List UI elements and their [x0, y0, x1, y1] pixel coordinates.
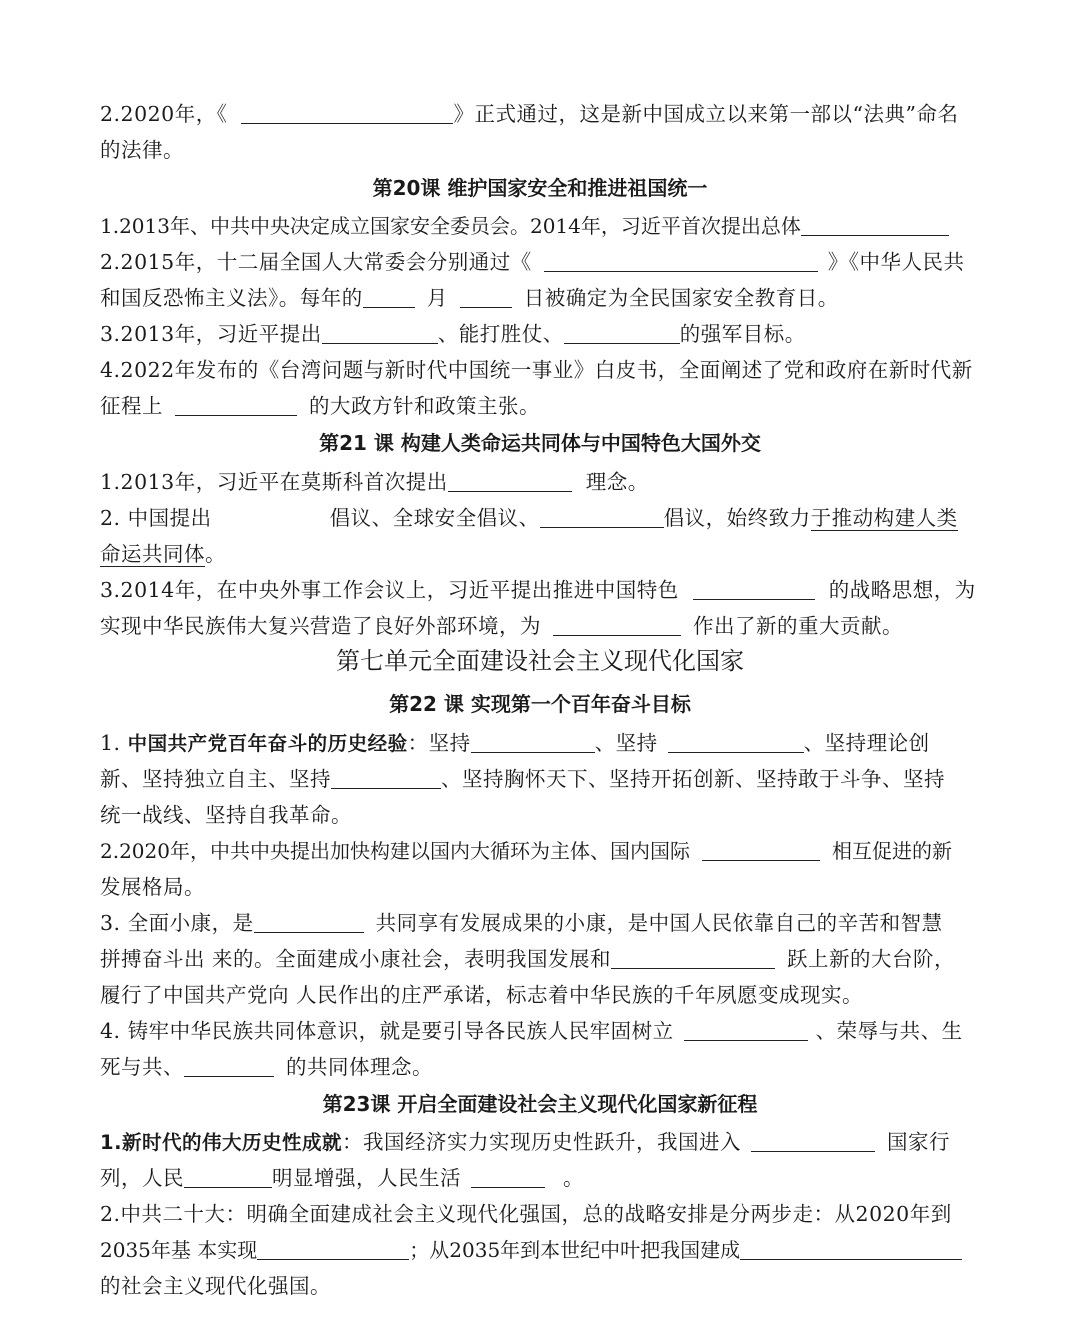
text-line: 4.2022年发布的《台湾问题与新时代中国统一事业》白皮书，全面阐述了党和政府在新时代新	[100, 358, 973, 382]
blank	[448, 467, 572, 492]
blank	[175, 391, 297, 416]
blank	[540, 503, 664, 528]
text-line: 2.2020年，《 》正式通过，这是新中国成立以来第一部以“法典”命名	[100, 96, 980, 132]
blank	[184, 1163, 272, 1188]
text-line: 2.2020年，中共中央提出加快构建以国内大循环为主体、国内国际 相互促进的新	[100, 833, 980, 869]
text-line: 和国反恐怖主义法》。每年的 月 日被确定为全民国家安全教育日。	[100, 280, 980, 316]
text-line: 新、坚持独立自主、坚持 、坚持胸怀天下、坚持开拓创新、坚持敢于斗争、坚持	[100, 761, 980, 797]
blank	[668, 728, 804, 753]
blank	[751, 1127, 875, 1152]
text-line: 实现中华民族伟大复兴营造了良好外部环境，为 作出了新的重大贡献。	[100, 608, 980, 644]
lesson-22-heading: 第22 课 实现第一个百年奋斗目标	[389, 692, 691, 716]
blank	[693, 575, 815, 600]
text-line: 1.2013年，习近平在莫斯科首次提出 理念。	[100, 464, 980, 500]
blank	[257, 1235, 409, 1260]
blank	[544, 247, 818, 272]
text-line: 征程上 的大政方针和政策主张。	[100, 388, 980, 424]
text-line: 发展格局。	[100, 875, 205, 899]
blank	[702, 836, 820, 861]
text-line: 履行了中国共产党向 人民作出的庄严承诺，标志着中华民族的千年夙愿变成现实。	[100, 983, 864, 1007]
text-line: 1. 中国共产党百年奋斗的历史经验：坚持 、坚持 、坚持理论创	[100, 725, 980, 761]
blank	[331, 764, 441, 789]
blank	[363, 283, 415, 308]
lesson-21-heading: 第21 课 构建人类命运共同体与中国特色大国外交	[319, 431, 761, 455]
text-line: 1.2013年、中共中央决定成立国家安全委员会。2014年，习近平首次提出总体	[100, 208, 980, 244]
blank	[740, 1235, 962, 1260]
text-line: 2.2015年，十二届全国人大常委会分别通过《 》《中华人民共	[100, 244, 980, 280]
unit-7-heading: 第七单元全面建设社会主义现代化国家	[336, 647, 744, 675]
blank	[471, 728, 595, 753]
text-line: 的社会主义现代化强国。	[100, 1274, 331, 1298]
text-line: 2.中共二十大：明确全面建成社会主义现代化强国，总的战略安排是分两步走：从2020年到	[100, 1202, 952, 1226]
text-line: 3.2014年，在中央外事工作会议上，习近平提出推进中国特色 的战略思想，为	[100, 572, 980, 608]
text-line: 死与共、 的共同体理念。	[100, 1049, 980, 1085]
blank	[553, 611, 681, 636]
text-line: 的法律。	[100, 138, 184, 162]
blank	[611, 944, 775, 969]
text-line: 2. 中国提出 倡议、全球安全倡议、 倡议，始终致力于推动构建人类	[100, 500, 980, 536]
text-line: 1.新时代的伟大历史性成就：我国经济实力实现历史性跃升，我国进入 国家行	[100, 1124, 980, 1160]
blank	[801, 211, 949, 236]
text-line: 命运共同体。	[100, 542, 226, 566]
blank	[241, 99, 453, 124]
blank	[322, 319, 438, 344]
blank	[254, 908, 364, 933]
blank	[684, 1016, 808, 1041]
text-line: 2035年基 本实现 ；从2035年到本世纪中叶把我国建成	[100, 1232, 980, 1268]
blank	[460, 283, 512, 308]
text-line: 拼搏奋斗出 来的。全面建成小康社会，表明我国发展和 跃上新的大台阶，	[100, 941, 980, 977]
text-line: 3.2013年，习近平提出 、能打胜仗、 的强军目标。	[100, 316, 980, 352]
text-line: 4. 铸牢中华民族共同体意识，就是要引导各民族人民牢固树立 、荣辱与共、生	[100, 1013, 980, 1049]
blank	[564, 319, 680, 344]
blank	[471, 1163, 545, 1188]
lesson-23-heading: 第23课 开启全面建设社会主义现代化国家新征程	[322, 1092, 758, 1116]
text-line: 列，人民 明显增强，人民生活 。	[100, 1160, 980, 1196]
blank	[184, 1052, 274, 1077]
text-line: 3. 全面小康，是 共同享有发展成果的小康，是中国人民依靠自己的辛苦和智慧	[100, 905, 980, 941]
lesson-20-heading: 第20课 维护国家安全和推进祖国统一	[372, 176, 708, 200]
text-line: 统一战线、坚持自我革命。	[100, 803, 352, 827]
